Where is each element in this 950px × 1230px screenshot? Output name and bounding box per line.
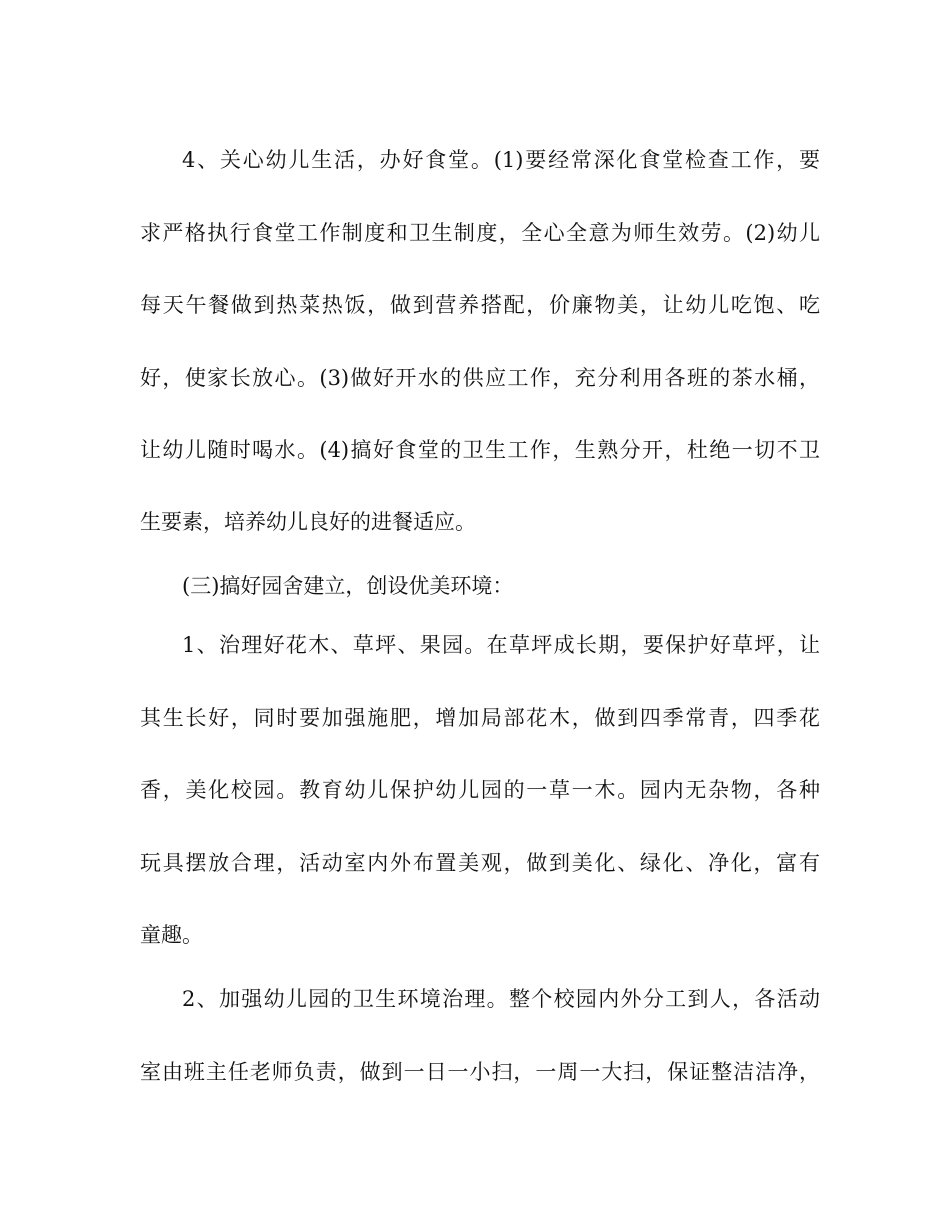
paragraph-line: 玩具摆放合理，活动室内外布置美观，做到美化、绿化、净化，富有 — [140, 851, 820, 875]
paragraph-line: 每天午餐做到热菜热饭，做到营养搭配，价廉物美，让幼儿吃饱、吃 — [140, 293, 820, 317]
paragraph-line: 室由班主任老师负责，做到一日一小扫，一周一大扫，保证整洁洁净， — [140, 1060, 820, 1084]
paragraph-line: 4、关心幼儿生活，办好食堂。(1)要经常深化食堂检查工作，要 — [182, 148, 820, 172]
paragraph-line: 让幼儿随时喝水。(4)搞好食堂的卫生工作，生熟分开，杜绝一切不卫 — [140, 438, 820, 462]
paragraph-line: 其生长好，同时要加强施肥，增加局部花木，做到四季常青，四季花 — [140, 706, 820, 730]
paragraph-line: 童趣。 — [140, 923, 203, 947]
paragraph-line: 1、治理好花木、草坪、果园。在草坪成长期，要保护好草坪，让 — [182, 633, 820, 657]
section-heading: (三)搞好园舍建立，创设优美环境： — [182, 574, 514, 598]
paragraph-line: 2、加强幼儿园的卫生环境治理。整个校园内外分工到人，各活动 — [182, 987, 820, 1011]
paragraph-line: 香，美化校园。教育幼儿保护幼儿园的一草一木。园内无杂物，各种 — [140, 778, 820, 802]
paragraph-line: 生要素，培养幼儿良好的进餐适应。 — [140, 510, 476, 534]
paragraph-line: 好，使家长放心。(3)做好开水的供应工作，充分利用各班的茶水桶， — [140, 366, 820, 390]
paragraph-line: 求严格执行食堂工作制度和卫生制度，全心全意为师生效劳。(2)幼儿 — [140, 221, 820, 245]
